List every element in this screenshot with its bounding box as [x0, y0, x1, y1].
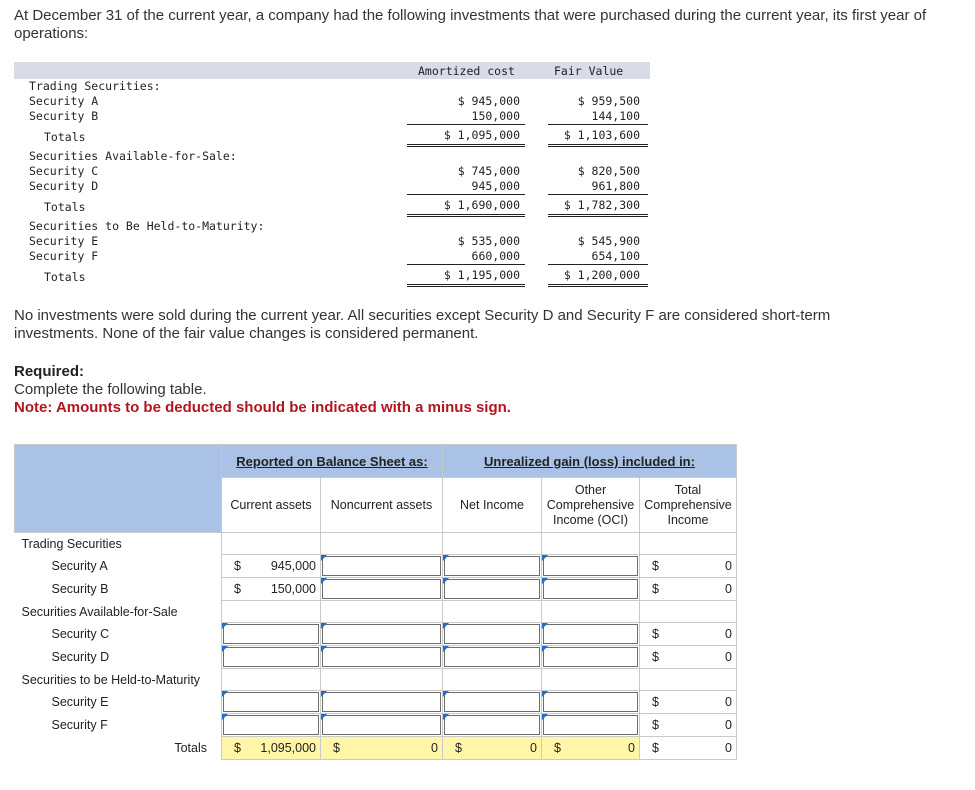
total-cost: $ 1,095,000: [443, 128, 520, 142]
security-b-oci-input[interactable]: [543, 579, 638, 599]
security-label: Security B: [29, 109, 99, 123]
row-label-security-e: Security E: [51, 695, 109, 709]
fair-value: 654,100: [591, 249, 640, 263]
note-text: Note: Amounts to be deducted should be indicated with a minus sign.: [14, 399, 511, 416]
security-e-total: 0: [725, 695, 732, 709]
security-e-net-income-input[interactable]: [444, 692, 540, 712]
security-d-total: 0: [725, 650, 732, 664]
security-c-noncurrent-input[interactable]: [322, 624, 441, 644]
cost-value: $ 535,000: [457, 234, 520, 248]
group-unrealized-header: Unrealized gain (loss) included in:: [443, 445, 737, 478]
fair-value: 961,800: [591, 179, 640, 193]
totals-total-comprehensive-income: 0: [725, 741, 732, 755]
totals-oci: 0: [628, 741, 635, 755]
security-f-oci-input[interactable]: [543, 715, 638, 735]
cost-value: $ 945,000: [457, 94, 520, 108]
intro-text: At December 31 of the current year, a company had the following investments that were purchased during the current year, its first year of operations:: [14, 7, 927, 42]
security-b-net-income-input[interactable]: [444, 579, 540, 599]
security-f-noncurrent-input[interactable]: [322, 715, 441, 735]
security-d-noncurrent-input[interactable]: [322, 647, 441, 667]
dollar-sign: $: [333, 741, 340, 755]
security-d-oci-input[interactable]: [543, 647, 638, 667]
dollar-sign: $: [652, 650, 659, 664]
security-a-net-income-input[interactable]: [444, 556, 540, 576]
dollar-sign: $: [234, 741, 241, 755]
totals-label: Totals: [44, 130, 86, 144]
cost-value: 945,000: [471, 179, 520, 193]
total-fair: $ 1,200,000: [563, 268, 640, 282]
required-label: Required:: [14, 363, 85, 380]
col-fair-value: Fair Value: [554, 64, 624, 78]
security-d-current-input[interactable]: [223, 647, 319, 667]
dollar-sign: $: [652, 741, 659, 755]
totals-net-income: 0: [530, 741, 537, 755]
answer-table: [14, 444, 737, 760]
security-a-oci-input[interactable]: [543, 556, 638, 576]
security-f-total: 0: [725, 718, 732, 732]
dollar-sign: $: [554, 741, 561, 755]
row-label-security-b: Security B: [51, 582, 109, 596]
section-afs: Securities Available-for-Sale: [21, 604, 178, 619]
totals-label: Totals: [44, 200, 86, 214]
totals-row-label: Totals: [174, 741, 207, 755]
dollar-sign: $: [652, 559, 659, 573]
col-current-assets: Current assets: [222, 478, 321, 533]
dollar-sign: $: [234, 582, 241, 596]
security-c-total: 0: [725, 627, 732, 641]
section-htm: Securities to be Held-to-Maturity: [21, 672, 201, 687]
row-label-security-a: Security A: [51, 559, 108, 573]
col-total-comprehensive-income: Total Comprehensive Income: [640, 478, 737, 533]
security-f-net-income-input[interactable]: [444, 715, 540, 735]
required-text: Complete the following table.: [14, 381, 207, 398]
col-oci: Other Comprehensive Income (OCI): [542, 478, 640, 533]
fair-value: $ 820,500: [577, 164, 640, 178]
dollar-sign: $: [652, 718, 659, 732]
col-noncurrent-assets: Noncurrent assets: [321, 478, 443, 533]
row-label-security-d: Security D: [51, 650, 110, 664]
security-label: Security A: [29, 94, 99, 108]
security-c-oci-input[interactable]: [543, 624, 638, 644]
row-label-security-f: Security F: [51, 718, 108, 732]
row-label-security-c: Security C: [51, 627, 110, 641]
group-reported-header: Reported on Balance Sheet as:: [222, 445, 443, 478]
cost-value: 660,000: [471, 249, 520, 263]
col-net-income: Net Income: [443, 478, 542, 533]
security-f-current-input[interactable]: [223, 715, 319, 735]
security-b-current-assets: 150,000: [270, 582, 316, 596]
dollar-sign: $: [652, 695, 659, 709]
fair-value: $ 545,900: [577, 234, 640, 248]
security-d-net-income-input[interactable]: [444, 647, 540, 667]
security-a-total: 0: [725, 559, 732, 573]
group-title: Securities Available-for-Sale:: [29, 149, 237, 163]
security-c-current-input[interactable]: [223, 624, 319, 644]
total-cost: $ 1,690,000: [443, 198, 520, 212]
group-title: Trading Securities:: [29, 79, 161, 93]
security-a-current-assets: 945,000: [270, 559, 316, 573]
security-e-current-input[interactable]: [223, 692, 319, 712]
security-e-noncurrent-input[interactable]: [322, 692, 441, 712]
totals-current-assets: 1,095,000: [260, 741, 316, 755]
group-title: Securities to Be Held-to-Maturity:: [29, 219, 265, 233]
dollar-sign: $: [652, 627, 659, 641]
security-c-net-income-input[interactable]: [444, 624, 540, 644]
section-trading: Trading Securities: [21, 536, 122, 551]
security-b-noncurrent-input[interactable]: [322, 579, 441, 599]
security-label: Security C: [29, 164, 99, 178]
security-b-total: 0: [725, 582, 732, 596]
security-e-oci-input[interactable]: [543, 692, 638, 712]
totals-label: Totals: [44, 270, 86, 284]
fair-value: $ 959,500: [577, 94, 640, 108]
total-cost: $ 1,195,000: [443, 268, 520, 282]
security-label: Security E: [29, 234, 99, 248]
info-paragraph: No investments were sold during the current year. All securities except Security D and Security F are considered short-term investments. None of the fair value changes is considered permanent.: [14, 307, 831, 342]
fair-value: 144,100: [591, 109, 640, 123]
security-a-noncurrent-input[interactable]: [322, 556, 441, 576]
security-label: Security D: [29, 179, 99, 193]
dollar-sign: $: [455, 741, 462, 755]
total-fair: $ 1,782,300: [563, 198, 640, 212]
total-fair: $ 1,103,600: [563, 128, 640, 142]
security-label: Security F: [29, 249, 99, 263]
dollar-sign: $: [234, 559, 241, 573]
col-amortized-cost: Amortized cost: [418, 64, 515, 78]
header-blank: [15, 445, 222, 533]
cost-value: $ 745,000: [457, 164, 520, 178]
totals-noncurrent-assets: 0: [431, 741, 438, 755]
dollar-sign: $: [652, 582, 659, 596]
cost-value: 150,000: [471, 109, 520, 123]
